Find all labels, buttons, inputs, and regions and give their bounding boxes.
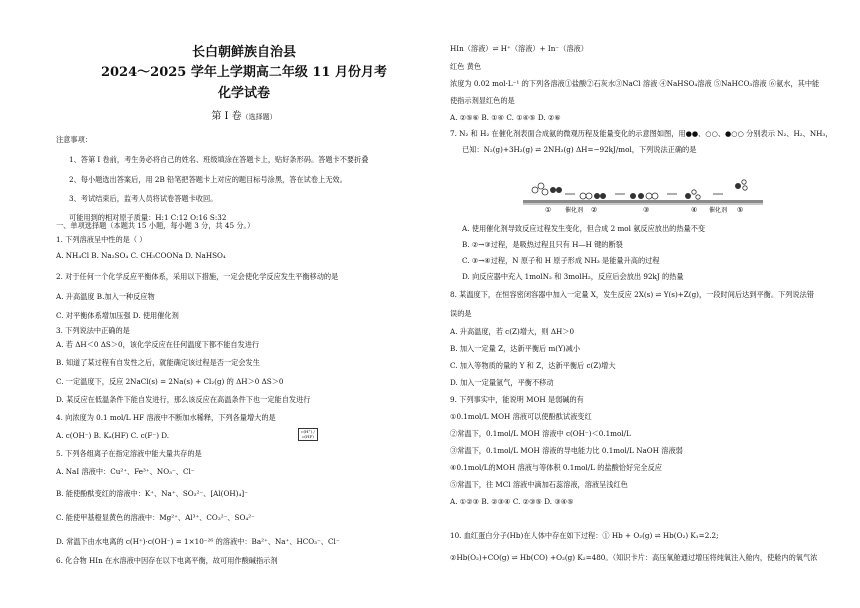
option-line: B. 知道了某过程有自发性之后，就能确定该过程是否一定会发生	[56, 358, 260, 367]
color-line: 红色 黄色	[450, 62, 482, 71]
option-line: C. 对平衡体系增加压强 D. 使用催化剂	[56, 311, 179, 320]
option-line: C. 能使甲基橙显黄色的溶液中：Mg²⁺、Al³⁺、CO₃²⁻、SO₄²⁻	[56, 513, 255, 522]
catalyst-surface	[523, 200, 763, 205]
notes-title: 注意事项：	[56, 135, 92, 144]
option-line: A. 若 ΔH＜0 ΔS＞0，该化学反应在任何温度下都不能自发进行	[56, 340, 260, 349]
question-line: 7. N₂ 和 H₂ 在催化剂表面合成氨的微观历程及能量变化的示意图如图，用●●、○○、●○○ 分别表示 N₂、H₂、NH₃，	[450, 129, 833, 138]
option-line: A. NaI 溶液中：Cu²⁺、Fe³⁺、NO₃⁻、Cl⁻	[56, 467, 195, 476]
option-line: A. 升高温度 B.加入一种反应物	[56, 292, 155, 301]
statement-line: ②常温下，0.1mol/L MOH 溶液中 c(OH⁻)＜0.1mol/L	[450, 429, 631, 438]
county-title: 长白朝鲜族自治县	[191, 45, 296, 60]
part-one-heading: 一、单项选择题（本题共 15 小题，每小题 3 分，共 45 分。）	[56, 221, 255, 230]
option-line: D. 加入一定量氩气，平衡不移动	[450, 378, 554, 387]
option-line: D. 向反应器中充入 1molN₂ 和 3molH₂，反应后会放出 92kJ 的热量	[462, 272, 684, 281]
option-line: C. 加入等物质的量的 Y 和 Z，达新平衡后 c(Z)增大	[450, 361, 616, 370]
option-line: D. 常温下由水电离的 c(H⁺)·c(OH⁻) = 1×10⁻²⁶ 的溶液中：Ba²⁺、Na⁺、HCO₃⁻、Cl⁻	[56, 537, 340, 546]
catalyst-label: 催化剂	[709, 207, 728, 214]
statement-line: ⑤常温下，往 MCl 溶液中滴加石蕊溶液，溶液呈浅红色	[450, 480, 628, 489]
option-line: D. 某反应在低温条件下能自发进行，那么该反应在高温条件下也一定能自发进行	[56, 395, 311, 404]
question-line: 9. 下列事实中，能说明 MOH 是弱碱的有	[450, 395, 584, 404]
statement-line: ④0.1mol/L的MOH 溶液与等体积 0.1mol/L 的盐酸恰好完全反应	[450, 463, 662, 472]
stage-label: ①	[545, 206, 552, 214]
section-note: （选择题）	[241, 113, 277, 121]
option-line: A. ①②③ B. ②③④ C. ②③⑤ D. ③④⑤	[450, 497, 574, 506]
question-line: 8. 某温度下，在恒容密闭容器中加入一定量 X，发生反应 2X(s) ⇌ Y(s)+Z(g)，一段时间后达到平衡。下列说法错	[450, 290, 814, 299]
question-line: 浓度为 0.02 mol·L⁻¹ 的下列各溶液①盐酸②石灰水③NaCl 溶液 ④NaHSO₄溶液 ⑤NaHCO₃溶液 ⑥氨水，其中能	[450, 79, 820, 88]
catalyst-label: 催化剂	[565, 207, 584, 214]
question-line: 5. 下列各组离子在指定溶液中能大量共存的是	[56, 449, 202, 458]
stage-label: ③	[643, 206, 650, 214]
option-line: B. ②→③过程，是吸热过程且只有 H—H 键的断裂	[462, 240, 623, 249]
note-item: 2、每小题选出答案后，用 2B 铅笔把答题卡上对应的题目标号涂黑，答在试卷上无效。	[69, 175, 347, 184]
equilibrium-line: HIn（溶液）⇌ H⁺（溶液）+ In⁻（溶液）	[450, 44, 588, 53]
question-line: 6. 化合物 HIn 在水溶液中因存在以下电离平衡，故可用作酸碱指示剂	[56, 556, 278, 565]
question-line: ②Hb(O₂)+CO(g) ⇌ Hb(CO) +O₂(g) K₂=480。（知识卡片：高压氧舱通过增压将纯氧注入舱内，使舱内的氧气浓	[450, 553, 818, 562]
stage-label: ④	[691, 206, 698, 214]
statement-line: ③常温下，0.1mol/L MOH 溶液的导电能力比 0.1mol/L NaOH 溶液弱	[450, 446, 683, 455]
note-item: 1、答第 I 卷前，考生务必将自己的姓名、班级填涂在答题卡上，贴好条形码。答题卡不要折叠	[69, 155, 369, 164]
stage-label: ⑤	[737, 206, 744, 214]
option-line: C. ③→④过程，N 原子和 H 原子形成 NH₃ 是能量升高的过程	[462, 256, 660, 265]
left-column	[54, 0, 434, 608]
option-line: B. 加入一定量 Z，达新平衡后 m(Y)减小	[450, 344, 581, 353]
catalyst-diagram	[523, 176, 763, 216]
right-column	[448, 0, 833, 608]
option-line: C. 一定温度下，反应 2NaCl(s) = 2Na(s) + Cl₂(g) 的 ΔH＞0 ΔS＞0	[56, 377, 284, 386]
question-line: 4. 向浓度为 0.1 mol/L HF 溶液中不断加水稀释，下列各量增大的是	[56, 413, 276, 422]
question-line: 1. 下列溶液呈中性的是（ ）	[56, 235, 147, 244]
statement-line: ①0.1mol/L MOH 溶液可以使酚酞试液变红	[450, 412, 592, 421]
stage-label: ②	[591, 206, 598, 214]
option-line: A. 使用催化剂导致反应过程发生变化，但合成 2 mol 氨反应放出的热量不变	[462, 224, 706, 233]
atomic-mass-line: 可能用到的相对原子质量：H:1 C:12 O:16 S:32	[69, 213, 227, 222]
subject-title: 化学试卷	[217, 86, 270, 101]
question-line: 2. 对于任何一个化学反应平衡体系，采用以下措施，一定会使化学反应发生平衡移动的是	[56, 272, 339, 281]
option-line: A. 升高温度，若 c(Z)增大，则 ΔH＞0	[450, 327, 575, 336]
option-line: A. ②⑤⑥ B. ①④ C. ①④⑤ D. ②⑥	[450, 113, 561, 122]
option-line: B. 能使酚酞变红的溶液中：K⁺、Na⁺、SO₃²⁻、[Al(OH)₄]⁻	[56, 489, 248, 498]
question-line: 10. 血红蛋白分子(Hb)在人体中存在如下过程：① Hb + O₂(g) ⇌ Hb(O₂) K₁=2.2;	[450, 531, 719, 540]
option-line: A. NH₄Cl B. Na₂SO₄ C. CH₃COONa D. NaHSO₄	[56, 251, 226, 260]
section-label: 第 I 卷	[211, 111, 242, 122]
exam-title: 2024～2025 学年上学期高二年级 11 月份月考	[100, 65, 388, 80]
question-line: 已知：N₂(g)+3H₂(g) ⇌ 2NH₃(g) ΔH=−92kJ/mol，下列说法正确的是	[462, 145, 697, 154]
fraction-box: c(H⁺) / c(HF)	[298, 428, 318, 441]
section-heading	[54, 112, 434, 122]
molecule-cluster-icon	[532, 180, 747, 199]
question-line: 使指示剂显红色的是	[450, 96, 515, 105]
option-line: A. c(OH⁻) B. Kₐ(HF) C. c(F⁻) D.	[56, 431, 170, 440]
question-line: 3. 下列说法中正确的是	[56, 326, 130, 335]
question-line: 误的是	[450, 309, 472, 318]
note-item: 3、考试结束后，监考人员将试卷答题卡收回。	[69, 194, 218, 203]
